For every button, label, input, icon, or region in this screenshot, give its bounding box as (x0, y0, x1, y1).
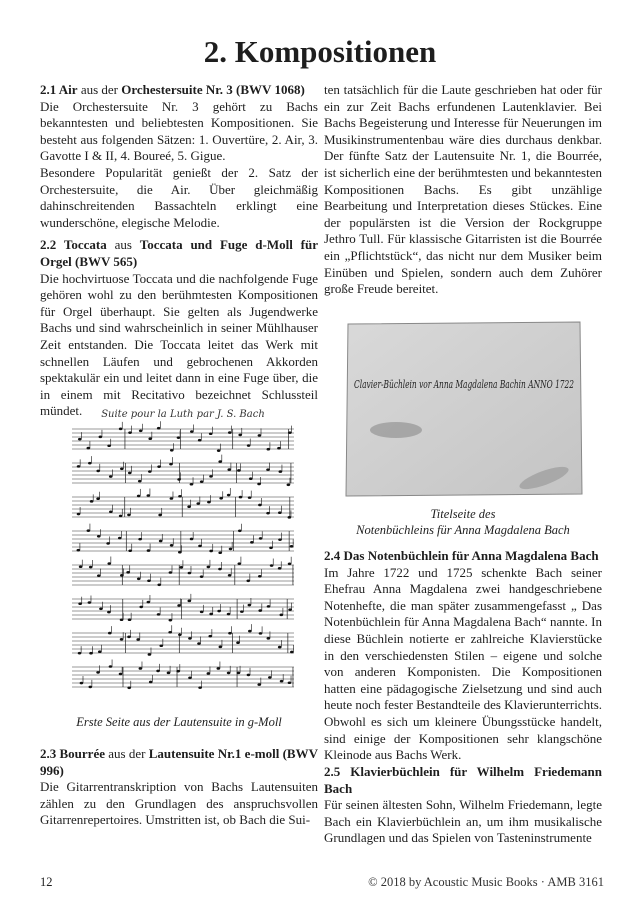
note-head (247, 444, 251, 447)
note-head (246, 579, 250, 582)
note-head (267, 637, 271, 640)
note-head (90, 500, 94, 503)
note-head (288, 516, 292, 519)
manuscript-title-text: Clavier-Büchlein vor Anna Magdalena Bachin ANNO 1722 (354, 378, 575, 391)
note-head (248, 630, 252, 633)
note-head (209, 475, 213, 478)
note-head (147, 579, 151, 582)
note-head (200, 611, 204, 614)
note-head (96, 470, 100, 473)
note-head (218, 460, 222, 463)
note-head (238, 434, 242, 437)
note-head (187, 600, 191, 603)
section-heading: 2.1 Air aus der Orchestersuite Nr. 3 (BWV 1068) (40, 82, 305, 97)
note-head (207, 672, 211, 675)
note-head (270, 564, 274, 567)
note-head (229, 548, 233, 551)
section-2-2 (40, 237, 318, 420)
note-head (157, 465, 161, 468)
note-head (128, 549, 132, 552)
note-head (148, 653, 152, 656)
note-head (98, 650, 102, 653)
note-head (78, 652, 82, 655)
score-manuscript-image (70, 405, 296, 705)
section-body-continued: ten tatsächlich für die Laute geschrieben hat oder für ein zur Zeit Bachs erfundenen Lautenklavier. Bei Bachs Begeisterung und Interesse für Neuerungen im Musikinstrumentenbau wäre dies durchaus denkbar. Der fünfte Satz der Lautensuite Nr. 1, die Bourrée, ist sicherlich eine der berühmtesten und bekanntesten Kompositionen Bachs. Es gibt unzählige Bearbeitung und Interpretation dieses Stückes. Eine der populärsten ist die Version der Rockgruppe Jethro Tull. Für klassische Gitarristen ist die Bourrée ein „Pflichtstück“, das nicht nur dem Musiker beim Einüben und Spielen, sondern auch dem Zuhörer große Freude bereitet. (324, 82, 602, 297)
note-head (169, 463, 173, 466)
note-head (257, 683, 261, 686)
note-head (227, 468, 231, 471)
note-head (157, 613, 161, 616)
left-column (40, 82, 318, 426)
note-head (228, 632, 232, 635)
note-head (147, 494, 151, 497)
note-head (156, 670, 160, 673)
caption-line: Titelseite des (430, 507, 496, 521)
note-head (139, 606, 143, 609)
note-head (279, 470, 283, 473)
note-head (177, 436, 181, 439)
note-head (107, 562, 111, 565)
note-head (290, 545, 294, 548)
note-head (178, 551, 182, 554)
section-body: Im Jahre 1722 und 1725 schenkte Bach seiner Ehefrau Anna Magdalena zwei handgeschriebene Notenhefte, die man später zusammengefasst „ Das Notenbüchlein für Anna Magdalena Bach“ nannte. In diese Büchlein notierte er zahlreiche Klavierstücke in den verschiedensten Stilen – eigene und solche von anderen Komponisten. Die Kompositionen hatten eine pädagogische Zielsetzung und sind auch heute noch fester Bestandteile des Klavierunterrichts. Obwohl es sich um kleinere Übungsstücke handelt, sind einige der Kompositionen sehr klangschöne Kleinode aus Bachs Werk. (324, 564, 602, 763)
note-head (136, 638, 140, 641)
note-head (96, 497, 100, 500)
note-head (89, 652, 93, 655)
note-head (209, 550, 213, 553)
note-head (188, 676, 192, 679)
note-head (197, 642, 201, 645)
note-head (266, 512, 270, 515)
note-head (128, 431, 132, 434)
note-head (217, 610, 221, 613)
note-head (157, 583, 161, 586)
manuscript-heading: Suite pour la Luth par J. S. Bach (101, 409, 265, 420)
note-head (120, 467, 124, 470)
note-head (169, 571, 173, 574)
note-head (228, 431, 232, 434)
note-head (247, 674, 251, 677)
right-column (324, 82, 602, 298)
note-head (198, 686, 202, 689)
section-heading: 2.5 Klavierbüchlein für Wilhelm Friedemann Bach (324, 764, 602, 796)
note-head (120, 618, 124, 621)
note-head (178, 495, 182, 498)
note-head (118, 537, 122, 540)
note-head (269, 546, 273, 549)
note-head (109, 475, 113, 478)
note-head (109, 665, 113, 668)
note-head (196, 502, 200, 505)
note-head (97, 574, 101, 577)
note-head (190, 483, 194, 486)
note-head (80, 682, 84, 685)
note-head (280, 680, 284, 683)
note-head (77, 549, 81, 552)
note-head (288, 681, 292, 684)
section-heading: 2.4 Das Notenbüchlein für Anna Magdalena Bach (324, 548, 599, 563)
note-head (87, 447, 91, 450)
note-head (77, 465, 81, 468)
note-head (257, 483, 261, 486)
note-head (128, 472, 132, 475)
note-head (137, 495, 141, 498)
note-head (157, 427, 161, 430)
note-head (188, 572, 192, 575)
note-head (119, 515, 123, 518)
note-head (207, 566, 211, 569)
note-head (290, 651, 294, 654)
note-head (236, 641, 240, 644)
page-number: 12 (40, 875, 53, 889)
note-head (278, 567, 282, 570)
note-head (158, 514, 162, 517)
note-head (190, 430, 194, 433)
note-head (177, 478, 181, 481)
note-head (218, 568, 222, 571)
note-head (209, 613, 213, 616)
section-body: Die Orchestersuite Nr. 3 gehört zu Bachs bekanntesten und beliebtesten Kompositionen. Sie besteht aus folgenden Sätzen: 1. Ouvertüre, 2. Air, 3. Gavotte I & II, 4. Boureé, 5. Gigue. (40, 98, 318, 164)
section-body: Die Gitarrentranskription von Bachs Lautensuiten zählen zu den Grundlagen des anspruchsvollen Gitarrenrepertoires. Umstritten ist, ob Bach die Sui- (40, 779, 318, 828)
note-head (278, 538, 282, 541)
section-heading: 2.2 Toccata aus Toccata und Fuge d-Moll für Orgel (BWV 565) (40, 237, 318, 269)
note-head (200, 575, 204, 578)
note-head (219, 646, 223, 649)
note-head (127, 514, 131, 517)
note-head (79, 565, 83, 568)
note-head (147, 601, 151, 604)
note-head (96, 671, 100, 674)
note-head (148, 437, 152, 440)
note-head (119, 428, 123, 431)
note-head (137, 577, 141, 580)
note-head (267, 605, 271, 608)
note-head (258, 575, 262, 578)
note-head (126, 571, 130, 574)
note-head (217, 449, 221, 452)
note-head (107, 611, 111, 614)
note-head (109, 510, 113, 513)
note-head (227, 672, 231, 675)
note-head (267, 448, 271, 451)
ink-smudge (370, 422, 422, 438)
caption-line: Notenbüchleins für Anna Magdalena Bach (356, 523, 570, 537)
note-head (258, 609, 262, 612)
note-head (278, 646, 282, 649)
note-head (277, 447, 281, 450)
note-head (258, 434, 262, 437)
note-head (219, 497, 223, 500)
section-body: Die hochvirtuose Toccata und die nachfolgende Fuge gehören wohl zu den berühmtesten Kompositionen für Orgel überhaupt. Sie gelten als Jugendwerke Bachs und sind wahrscheinlich in seiner Mühlhauser Zeit entstanden. Die Toccata leitet das Werk mit schnellen Läufen und gebrochenen Akkorden spektakulär ein und leitet dann in eine Fuge über, die in einem mit Recitativo bezeichnet Schlussteil mündet. (40, 270, 318, 419)
note-head (138, 538, 142, 541)
note-head (240, 610, 244, 613)
note-head (78, 438, 82, 441)
note-head (77, 513, 81, 516)
note-head (248, 604, 252, 607)
section-2-4 (324, 548, 602, 764)
note-head (187, 505, 191, 508)
note-head (138, 480, 142, 483)
note-head (97, 535, 101, 538)
note-head (149, 681, 153, 684)
note-head (139, 667, 143, 670)
note-head (88, 686, 92, 689)
note-head (167, 672, 171, 675)
note-head (170, 449, 174, 452)
note-head (259, 537, 263, 540)
note-head (176, 670, 180, 673)
note-head (268, 676, 272, 679)
note-head (177, 604, 181, 607)
note-head (228, 574, 232, 577)
section-2-3 (40, 746, 318, 829)
note-head (258, 504, 262, 507)
note-head (200, 480, 204, 483)
note-head (287, 483, 291, 486)
note-head (237, 672, 241, 675)
note-head (227, 494, 231, 497)
note-head (148, 470, 152, 473)
section-2-1 (40, 82, 318, 231)
note-head (278, 511, 282, 514)
section-body: Für seinen ältesten Sohn, Wilhelm Friedemann, legte Bach ein Klavierbüchlein an, um ihm musikalische Grundlagen und das Spielen von Tasteninstrumente (324, 797, 602, 846)
title-page-manuscript-image (344, 318, 584, 498)
note-head (119, 673, 123, 676)
note-head (120, 574, 124, 577)
note-head (288, 431, 292, 434)
note-head (207, 501, 211, 504)
note-head (170, 544, 174, 547)
note-head (128, 618, 132, 621)
note-head (180, 566, 184, 569)
note-head (259, 632, 263, 635)
note-head (159, 540, 163, 543)
note-head (280, 614, 284, 617)
note-head (120, 638, 124, 641)
note-head (88, 462, 92, 465)
note-head (288, 562, 292, 565)
section-heading: 2.3 Bourrée aus der Lautensuite Nr.1 e-moll (BWV 996) (40, 746, 318, 778)
title-page-caption (324, 506, 602, 538)
note-head (88, 601, 92, 604)
note-head (78, 602, 82, 605)
note-head (250, 541, 254, 544)
note-head (89, 566, 93, 569)
note-head (288, 608, 292, 611)
page-title: 2. Kompositionen (203, 34, 437, 69)
note-head (168, 631, 172, 634)
note-head (127, 686, 131, 689)
note-head (107, 444, 111, 447)
note-head (198, 439, 202, 442)
note-head (159, 644, 163, 647)
note-head (227, 613, 231, 616)
note-head (198, 545, 202, 548)
note-head (108, 632, 112, 635)
note-head (170, 497, 174, 500)
note-head (139, 429, 143, 432)
note-head (188, 637, 192, 640)
note-head (99, 436, 103, 439)
note-head (239, 496, 243, 499)
note-head (238, 530, 242, 533)
note-head (178, 633, 182, 636)
note-head (99, 608, 103, 611)
note-head (208, 635, 212, 638)
score-caption: Erste Seite aus der Lautensuite in g-Moll (76, 715, 282, 729)
section-2-5 (324, 764, 602, 847)
note-head (248, 496, 252, 499)
note-head (209, 432, 213, 435)
note-head (237, 469, 241, 472)
section-body: Besondere Popularität genießt der 2. Satz der Orchestersuite, die Air. Über gleichmäßig dahinschreitenden Bassachteln erklingt eine wunderschöne, elegische Melodie. (40, 164, 318, 230)
note-head (217, 667, 221, 670)
note-head (87, 529, 91, 532)
note-head (127, 636, 131, 639)
note-head (147, 549, 151, 552)
note-head (238, 562, 242, 565)
note-head (190, 538, 194, 541)
music-staves (72, 421, 294, 689)
note-head (249, 477, 253, 480)
note-head (218, 551, 222, 554)
copyright-notice: © 2018 by Acoustic Music Books · AMB 3161 (368, 875, 604, 889)
note-head (106, 542, 110, 545)
note-head (169, 619, 173, 622)
note-head (266, 468, 270, 471)
